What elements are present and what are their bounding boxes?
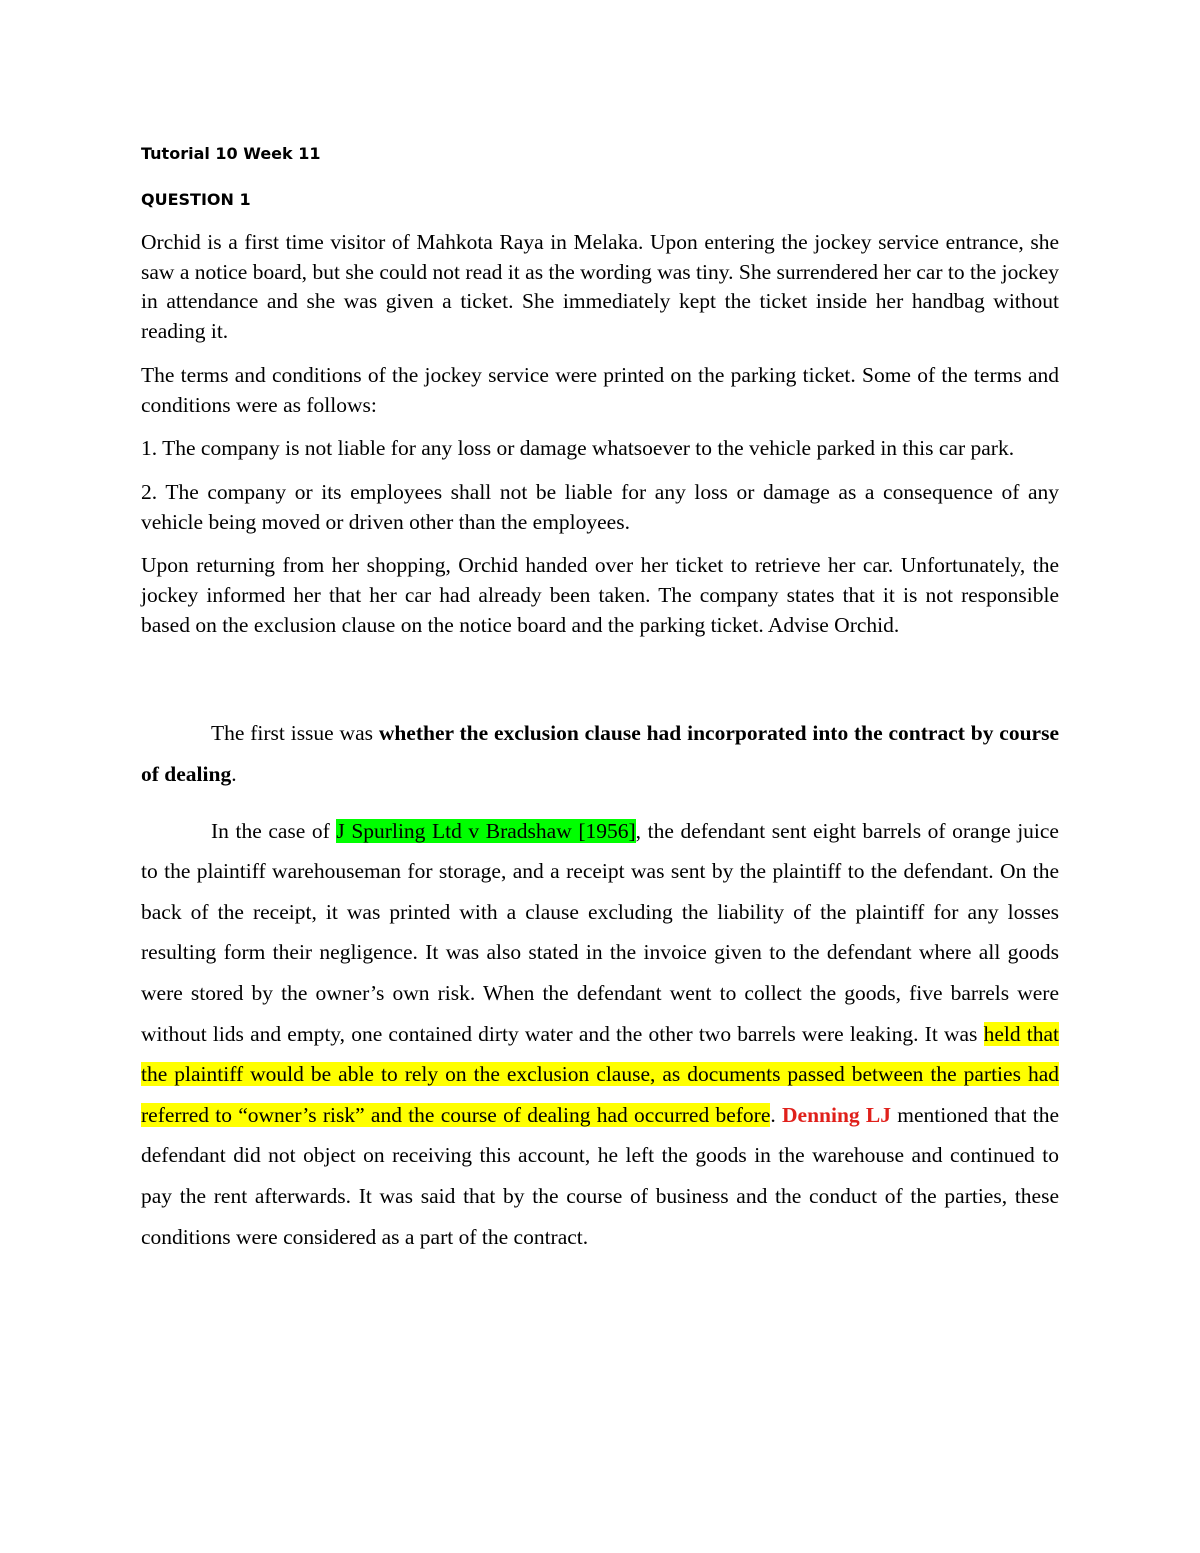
case-paragraph bbox=[141, 811, 1059, 1258]
question-paragraph-2: The terms and conditions of the jockey service were printed on the parking ticket. Some of the terms and conditions were as follows: bbox=[141, 362, 1059, 417]
question-paragraph-1: Orchid is a first time visitor of Mahkota Raya in Melaka. Upon entering the jockey service entrance, she saw a notice board, but she could not read it as the wording was tiny. She surrendered her car to the jockey in attendance and she was given a ticket. She immediately kept the ticket inside her handbag without reading it. bbox=[141, 230, 1059, 344]
case-name-highlight: J Spurling Ltd v Bradshaw [1956] bbox=[336, 818, 636, 843]
question-label: QUESTION 1 bbox=[141, 190, 251, 209]
case-facts: , the defendant sent eight barrels of orange juice to the plaintiff warehouseman for storage, and a receipt was sent by the plaintiff to the defendant. On the back of the receipt, it was printed with a clause excluding the liability of the plaintiff for any losses resulting form their negligence. It was also stated in the invoice given to the defendant where all goods were stored by the owner’s own risk. When the defendant went to collect the goods, five barrels were without lids and empty, one contained dirty water and the other two barrels were leaking. It was bbox=[141, 818, 1059, 1046]
issue-statement: whether the exclusion clause had incorporated into the contract by course of dealing bbox=[141, 721, 1059, 787]
case-conclusion: mentioned that the defendant did not object on receiving this account, he left the goods in the warehouse and continued to pay the rent afterwards. It was said that by the course of business and the conduct of the parties, these conditions were considered as a part of the contract. bbox=[141, 1102, 1060, 1249]
issue-suffix: . bbox=[231, 762, 237, 787]
case-intro: In the case of bbox=[211, 818, 337, 843]
judge-name: Denning LJ bbox=[782, 1102, 892, 1127]
issue-prefix: The first issue was bbox=[211, 721, 379, 746]
question-paragraph-5: Upon returning from her shopping, Orchid handed over her ticket to retrieve her car. Unfortunately, the jockey informed her that her car had already been taken. The company states that it is not responsible based on the exclusion clause on the notice board and the parking ticket. Advise Orchid. bbox=[141, 553, 1059, 637]
document-page bbox=[141, 140, 1059, 1257]
term-item-1: 1. The company is not liable for any loss or damage whatsoever to the vehicle parked in this car park. bbox=[141, 436, 1015, 461]
holding-highlight: held that the plaintiff would be able to rely on the exclusion clause, as documents passed between the parties had referred to “owner’s risk” and the course of dealing had occurred before bbox=[141, 1021, 1060, 1127]
after-holding: . bbox=[770, 1102, 783, 1127]
term-item-2: 2. The company or its employees shall not be liable for any loss or damage as a consequence of any vehicle being moved or driven other than the employees. bbox=[141, 479, 1059, 534]
issue-paragraph bbox=[141, 713, 1059, 794]
document-title: Tutorial 10 Week 11 bbox=[141, 144, 321, 163]
